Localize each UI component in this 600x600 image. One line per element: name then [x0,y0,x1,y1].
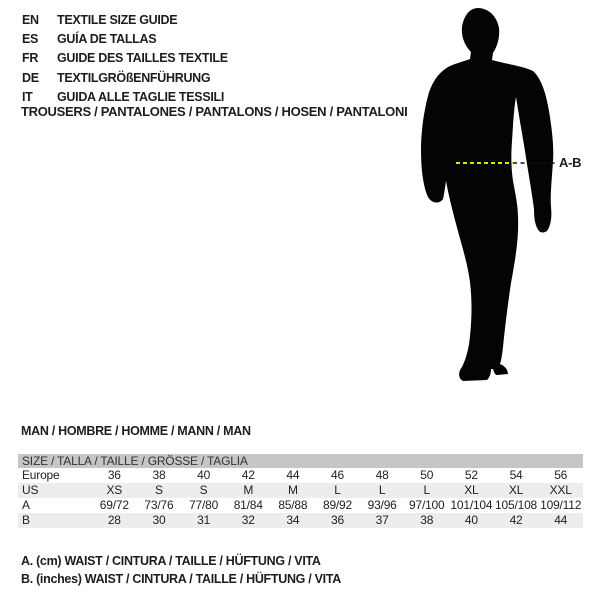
language-code: DE [22,70,39,85]
size-cell: 52 [464,468,478,482]
footnote-a-cm: A. (cm) WAIST / CINTURA / TAILLE / HÜFTUNG / VITA [21,554,321,568]
size-cell: 30 [152,513,166,527]
man-silhouette-svg [400,0,600,420]
row-label-b: B [22,513,30,527]
language-row [22,68,228,87]
size-cell: 28 [107,513,121,527]
size-cell: 31 [197,513,211,527]
size-cell: M [243,483,254,497]
size-cell: XL [464,483,479,497]
language-label: GUIDA ALLE TAGLIE TESSILI [57,89,225,104]
language-label: TEXTILE SIZE GUIDE [57,12,178,27]
size-cell: L [423,483,430,497]
size-cell: 105/108 [495,498,538,512]
language-row [22,29,228,48]
size-cell: 36 [107,468,121,482]
size-cell: 54 [509,468,523,482]
row-label-a: A [22,498,30,512]
size-cell: 69/72 [99,498,129,512]
size-cell: 34 [286,513,300,527]
size-cell: 73/76 [144,498,174,512]
size-cell: 97/100 [409,498,445,512]
size-cell: XS [106,483,123,497]
size-cell: M [287,483,298,497]
man-silhouette [421,8,553,381]
size-cell: 40 [197,468,211,482]
size-guide-figure [400,0,600,420]
row-label-europe: Europe [22,468,60,482]
table-row-a-cm [18,498,583,513]
size-cell: 38 [152,468,166,482]
gender-title: MAN / HOMBRE / HOMME / MANN / MAN [21,424,251,438]
size-cell: 36 [331,513,344,527]
footnote-b-inches: B. (inches) WAIST / CINTURA / TAILLE / HÜFTUNG / VITA [21,571,341,586]
size-cell: 93/96 [367,498,397,512]
size-cell: 89/92 [322,498,352,512]
language-code: IT [22,89,33,104]
row-label-us: US [22,483,39,497]
size-cell: 48 [375,468,389,482]
language-code: EN [22,12,39,27]
size-cell: 42 [241,468,255,482]
size-cell: XXL [549,483,572,497]
language-label: TEXTILGRÖßENFÜHRUNG [57,70,211,85]
size-cell: L [378,483,386,497]
size-cell: 40 [464,513,478,527]
size-cell: 44 [286,468,300,482]
size-cell: 38 [420,513,434,527]
language-block [22,10,228,106]
measure-label-ab: A-B [559,155,582,170]
size-cell: 77/80 [189,498,219,512]
size-cell: 101/104 [450,498,493,512]
size-table [18,454,583,528]
size-cell: 109/112 [540,498,582,512]
size-cell: 85/88 [278,498,308,512]
language-label: GUÍA DE TALLAS [57,31,157,46]
language-code: ES [22,31,39,46]
table-row-europe [18,468,583,483]
size-cell: 37 [375,513,389,527]
size-cell: S [155,483,163,497]
language-row [22,49,228,68]
table-row-us [18,483,583,498]
size-cell: S [199,483,208,497]
category-title: TROUSERS / PANTALONES / PANTALONS / HOSEN / PANTALONI [21,104,408,119]
size-cell: L [334,483,341,497]
table-row-b-inches [18,513,583,528]
size-cell: 81/84 [233,498,263,512]
language-label: GUIDE DES TAILLES TEXTILE [57,51,228,66]
language-code: FR [22,51,39,66]
size-cell: 46 [331,468,344,482]
size-cell: 42 [509,513,523,527]
size-cell: 44 [554,513,568,527]
size-cell: XL [508,483,524,497]
footnotes [21,553,341,588]
size-cell: 56 [554,468,568,482]
size-table-header: SIZE / TALLA / TAILLE / GRÖSSE / TAGLIA [18,454,583,468]
language-row [22,10,228,29]
size-cell: 50 [420,468,434,482]
size-cell: 32 [241,513,255,527]
